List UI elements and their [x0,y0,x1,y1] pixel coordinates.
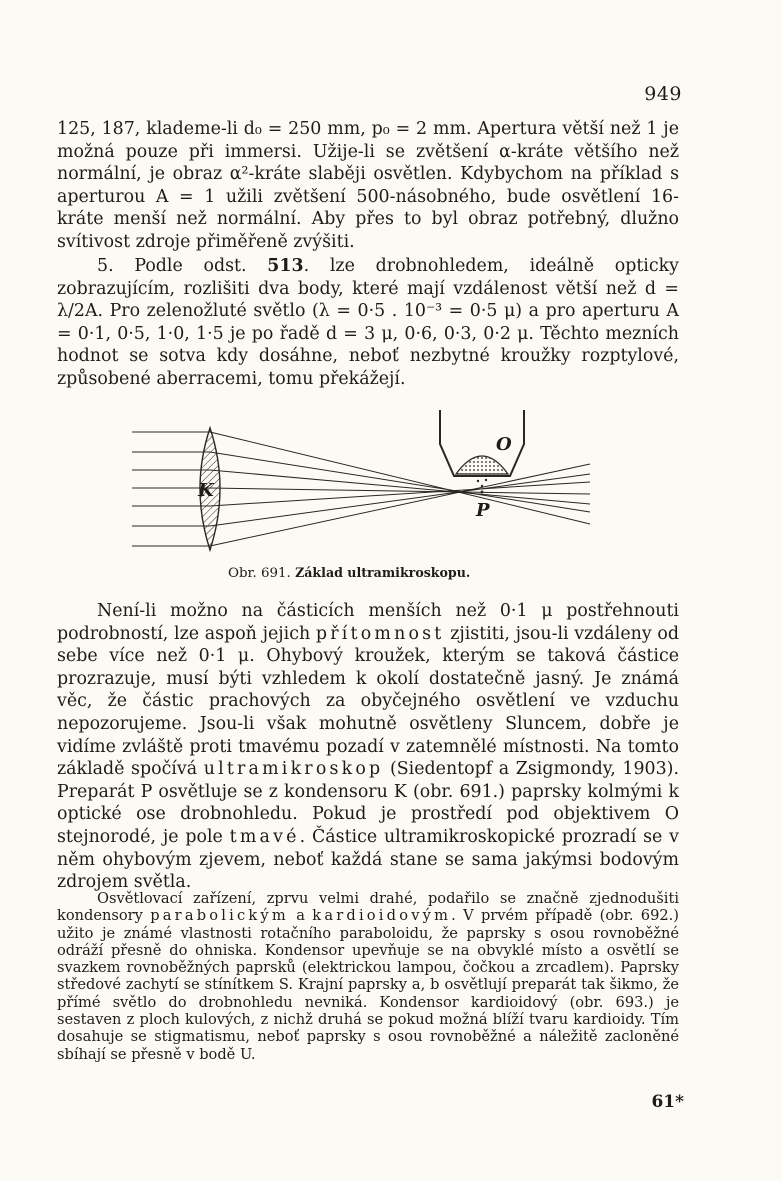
scatter-dot [485,479,487,481]
spaced-term-parabolic: parabolickým [150,907,289,925]
paragraph-resolution-body: . lze drobnohledem, ideálně opticky zobrazujícím, rozlišiti dva body, které mají vzdálenost větší než d = λ/2A. Pro zelenožluté světlo (λ = 0·5 . 10⁻³ = 0·5 μ) a pro aperturu A = 0·1, 0·5, 1·0, 1·5 je po řadě d = 3 μ, 0·6, 0·3, 0·2 μ. Těchto mezních hodnot se sotva kdy dosáhne, neboť nezbytné kroužky rozptylové, způsobené aberracemi, tomu překážejí. [57,256,679,389]
label-k: K [198,480,214,501]
label-o: O [496,434,512,455]
text-run: a [288,907,313,925]
text-run: . V prvém případě (obr. 692.) užito je známé vlastnosti rotačního paraboloidu, že paprsky s osou rovnoběžné odráží přesně do ohniska. Kondensor upevňuje se na obvyklé místo a osvětlí se svazkem rovnoběžných paprsků (elektrickou lampou, čočkou a zrcadlem). Paprsky středové zachytí se stínítkem S. Krajní paprsky a, b osvětlují preparát tak šikmo, že přímé světlo do drobnohledu nevniká. Kondensor kardioidový (obr. 693.) je sestaven z ploch kulových, z nichž druhá se pokud možná blíží tvaru kardioidy. Tím dosahuje se stigmatismu, neboť paprsky s osou rovnoběžné a náležitě zacloněné sbíhají se přesně v bodě U. [57,907,679,1063]
scatter-dot [481,485,483,487]
converging-ray [210,432,590,524]
paragraph-ultramicroscope-text [57,600,679,894]
label-p: P [476,500,490,521]
paragraph-aperture-text: 125, 187, klademe-li d₀ = 250 mm, p₀ = 2 mm. Apertura větší než 1 je možná pouze při immersi. Užije-li se zvětšení α-kráte většího než normální, je obraz α²-kráte slaběji osvětlen. Kdybychom na příklad s aperturou A = 1 užili zvětšení 500-násobného, bude osvětlení 16-kráte menší než normální. Aby přes to byl obraz potřebný, dlužno svítivost zdroje přiměřeně zvýšiti. [57,119,679,252]
paragraph-resolution [57,255,679,391]
paragraph-condensers-text [57,890,679,1063]
text-run: Osvětlovací zařízení, zprvu velmi drahé, podařilo se značně zjednodušiti kondensory [57,890,679,925]
figure-caption [228,565,470,581]
paragraph-resolution-prefix: 5. Podle odst. [97,256,268,276]
paragraph-aperture [57,118,679,254]
converging-ray [210,488,590,494]
signature-mark: 61* [651,1092,684,1112]
spaced-term-cardioid: kardioidovým [312,907,452,925]
spaced-term-ultramicroscope: ultramikroskop [203,759,384,780]
converging-ray [210,482,590,506]
paragraph-condensers [57,890,679,1063]
objective-front-lens [456,456,508,474]
figure-caption-number: Obr. 691. [228,566,291,581]
spaced-term-dark: tmavé [229,826,300,847]
converging-ray [210,464,590,546]
paragraph-ultramicroscope [57,600,679,894]
paragraph-resolution-text [57,255,679,391]
section-reference: 513 [267,256,304,276]
text-run: zjistiti, jsou-li vzdáleny od sebe více než 0·1 μ. Ohybový kroužek, kterým se taková částice prozrazuje, musí býti vzhledem k okolí dostatečně jasný. Je známá věc, že částic prachových za obyčejného osvětlení ve vzduchu nepozorujeme. Jsou-li však mohutně osvětleny Sluncem, dobře je vidíme zvláště proti tmavému pozadí v zatemnělé místnosti. Na tomto základě spočívá [57,623,679,780]
text-run: Není-li možno na částicích menších než 0·1 μ postřehnouti podrobností, lze aspoň jejich [57,601,679,644]
preparation-point-p [481,491,484,494]
figure-caption-title: Základ ultramikroskopu. [295,565,471,580]
figure-ultramicroscope [120,408,610,560]
text-run: (Siedentopf a Zsigmondy, 1903). Preparát P osvětluje se z kondensoru K (obr. 691.) paprsky kolmými k optické ose drobnohledu. Pokud je prostředí pod objektivem O stejnorodé, je pole [57,759,679,847]
scatter-dot [477,480,479,482]
converging-ray [210,470,590,504]
ultramicroscope-diagram [120,408,610,560]
page-number: 949 [644,83,682,105]
converging-rays [210,432,590,546]
text-run: . Částice ultramikroskopické prozradí se v něm ohybovým zjevem, neboť každá stane se sama jakýmsi bodovým zdrojem světla. [57,826,679,893]
spaced-term-presence: přítomnost [315,623,445,644]
